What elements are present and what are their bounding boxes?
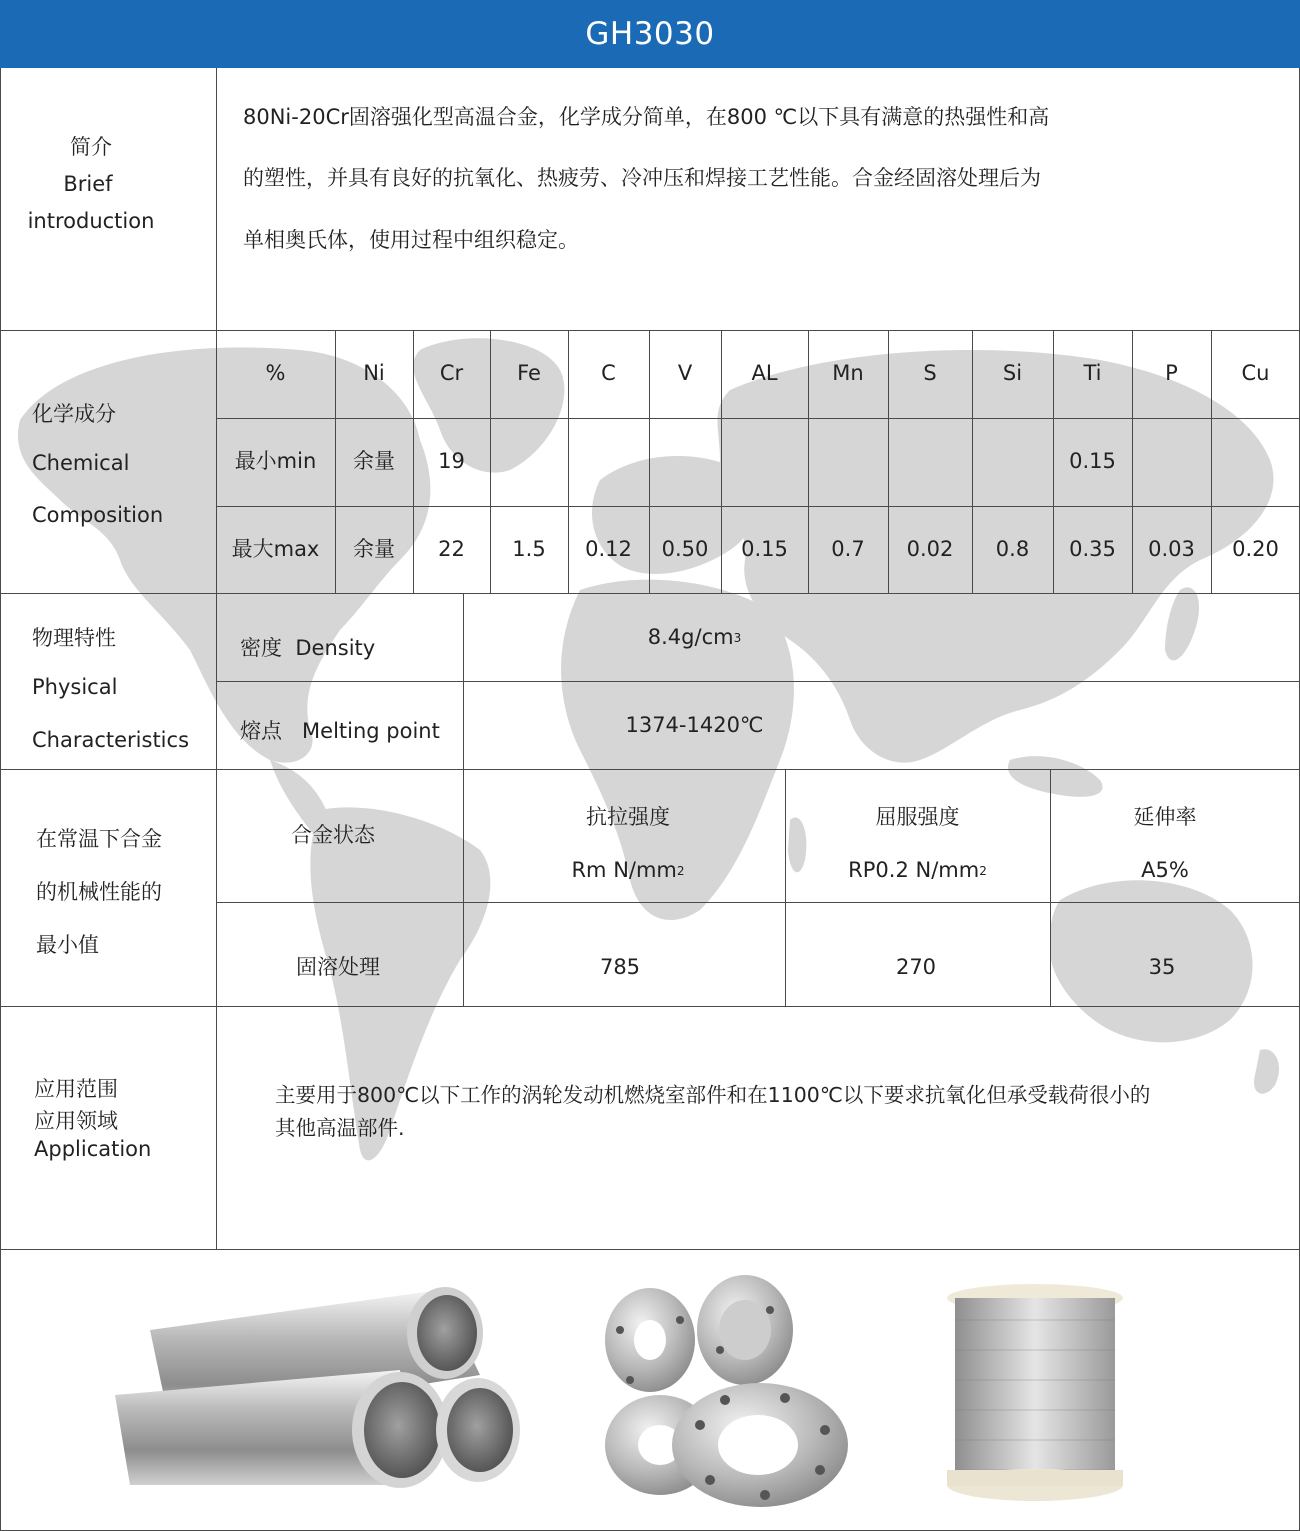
wire-spool-photo (940, 1280, 1130, 1510)
chem-max-cell: 0.35 (1069, 536, 1116, 561)
chem-header-s: S (923, 361, 937, 386)
application-line-1: 主要用于800℃以下工作的涡轮发动机燃烧室部件和在1100℃以下要求抗氧化但承受载荷很小的 (275, 1083, 1151, 1107)
chem-header-ni: Ni (363, 361, 385, 386)
tensile-strength-value: 785 (599, 955, 641, 980)
elongation-header: 延伸率 (1133, 805, 1197, 830)
density-value: 8.4g/cm 3 (647, 624, 742, 649)
chem-min-cell (490, 418, 568, 506)
chem-max-cell: 余量 (353, 536, 395, 561)
chem-header-fe: Fe (517, 361, 541, 386)
brief-label-cn: 简介 (70, 135, 112, 160)
chem-min-cell: 0.15 (1069, 449, 1116, 474)
chem-header-p: P (1165, 361, 1178, 386)
page-title: GH3030 (0, 0, 1300, 68)
chem-min-cell (888, 418, 972, 506)
physical-label-en1: Physical (32, 675, 118, 699)
chem-min-cell (808, 418, 888, 506)
chem-max-cell: 0.15 (741, 536, 788, 561)
chem-max-cell: 0.7 (831, 536, 865, 561)
metal-flanges-photo (600, 1270, 850, 1510)
brief-label-en2: introduction (27, 209, 155, 234)
mechanical-label-line2: 的机械性能的 (36, 880, 162, 904)
physical-label-en2: Characteristics (32, 728, 190, 752)
chem-max-cell: 0.20 (1232, 536, 1279, 561)
chem-max-cell: 0.50 (661, 536, 709, 561)
yield-strength-value: 270 (895, 955, 937, 980)
yield-strength-header: 屈服强度 (875, 805, 960, 830)
application-label-line2: 应用领域 (34, 1109, 118, 1133)
alloy-state-value: 固溶处理 (296, 955, 380, 980)
mechanical-label-line3: 最小值 (36, 933, 99, 957)
chem-header-al: AL (751, 361, 778, 386)
chem-header-c: C (601, 361, 616, 386)
density-number: 8.4g/cm (647, 624, 734, 649)
chem-min-cell (649, 418, 721, 506)
chem-max-cell: 1.5 (512, 536, 546, 561)
chem-min-cell (1211, 418, 1300, 506)
chemical-label-en1: Chemical (32, 451, 130, 475)
elongation-unit: A5% (1141, 858, 1189, 883)
chem-header-percent: % (265, 361, 286, 386)
chem-max-cell: 22 (438, 536, 465, 561)
chem-min-cell (1132, 418, 1211, 506)
tensile-strength-header: 抗拉强度 (586, 805, 670, 830)
chem-header-cu: Cu (1241, 361, 1270, 386)
brief-line-2: 的塑性，并具有良好的抗氧化、热疲劳、冷冲压和焊接工艺性能。合金经固溶处理后为 (243, 166, 1041, 190)
chem-header-si: Si (1002, 361, 1023, 386)
chem-min-cell (721, 418, 808, 506)
melting-label: 熔点 Melting point (240, 719, 440, 743)
chem-header-v: V (677, 361, 693, 386)
steel-pipes-photo (110, 1285, 530, 1495)
chem-min-cell: 最小min (234, 449, 317, 474)
chemical-label-en2: Composition (32, 503, 164, 527)
chem-header-ti: Ti (1083, 361, 1102, 386)
chem-min-cell (568, 418, 649, 506)
chem-min-cell: 余量 (353, 449, 395, 474)
chem-header-mn: Mn (832, 361, 864, 386)
brief-line-3: 单相奥氏体，使用过程中组织稳定。 (243, 228, 579, 252)
chem-max-cell: 最大max (231, 536, 320, 561)
chem-max-cell: 0.02 (906, 536, 954, 561)
application-label-en: Application (34, 1137, 152, 1161)
alloy-state-header: 合金状态 (291, 823, 375, 848)
physical-label-cn: 物理特性 (32, 626, 116, 650)
chem-min-cell: 19 (438, 449, 465, 474)
yield-unit-text: RP0.2 N/mm (848, 858, 980, 883)
chemical-label-cn: 化学成分 (32, 402, 116, 426)
density-label: 密度 Density (240, 636, 376, 660)
mechanical-label-line1: 在常温下合金 (36, 827, 162, 851)
yield-strength-unit: RP0.2 N/mm 2 (848, 858, 987, 883)
chem-max-cell: 0.03 (1148, 536, 1195, 561)
application-line-2: 其他高温部件. (275, 1116, 405, 1140)
chem-header-cr: Cr (439, 361, 464, 386)
melting-value: 1374-1420℃ (625, 712, 764, 737)
tensile-unit-text: Rm N/mm (571, 858, 677, 883)
brief-label-en1: Brief (63, 172, 113, 197)
application-label-line1: 应用范围 (34, 1077, 118, 1101)
chem-max-cell: 0.8 (995, 536, 1030, 561)
tensile-strength-unit: Rm N/mm 2 (571, 858, 685, 883)
chem-max-cell: 0.12 (585, 536, 632, 561)
brief-line-1: 80Ni-20Cr固溶强化型高温合金，化学成分简单，在800 ℃以下具有满意的热强性和高 (243, 105, 1050, 129)
elongation-value: 35 (1148, 955, 1176, 980)
chem-min-cell (972, 418, 1053, 506)
